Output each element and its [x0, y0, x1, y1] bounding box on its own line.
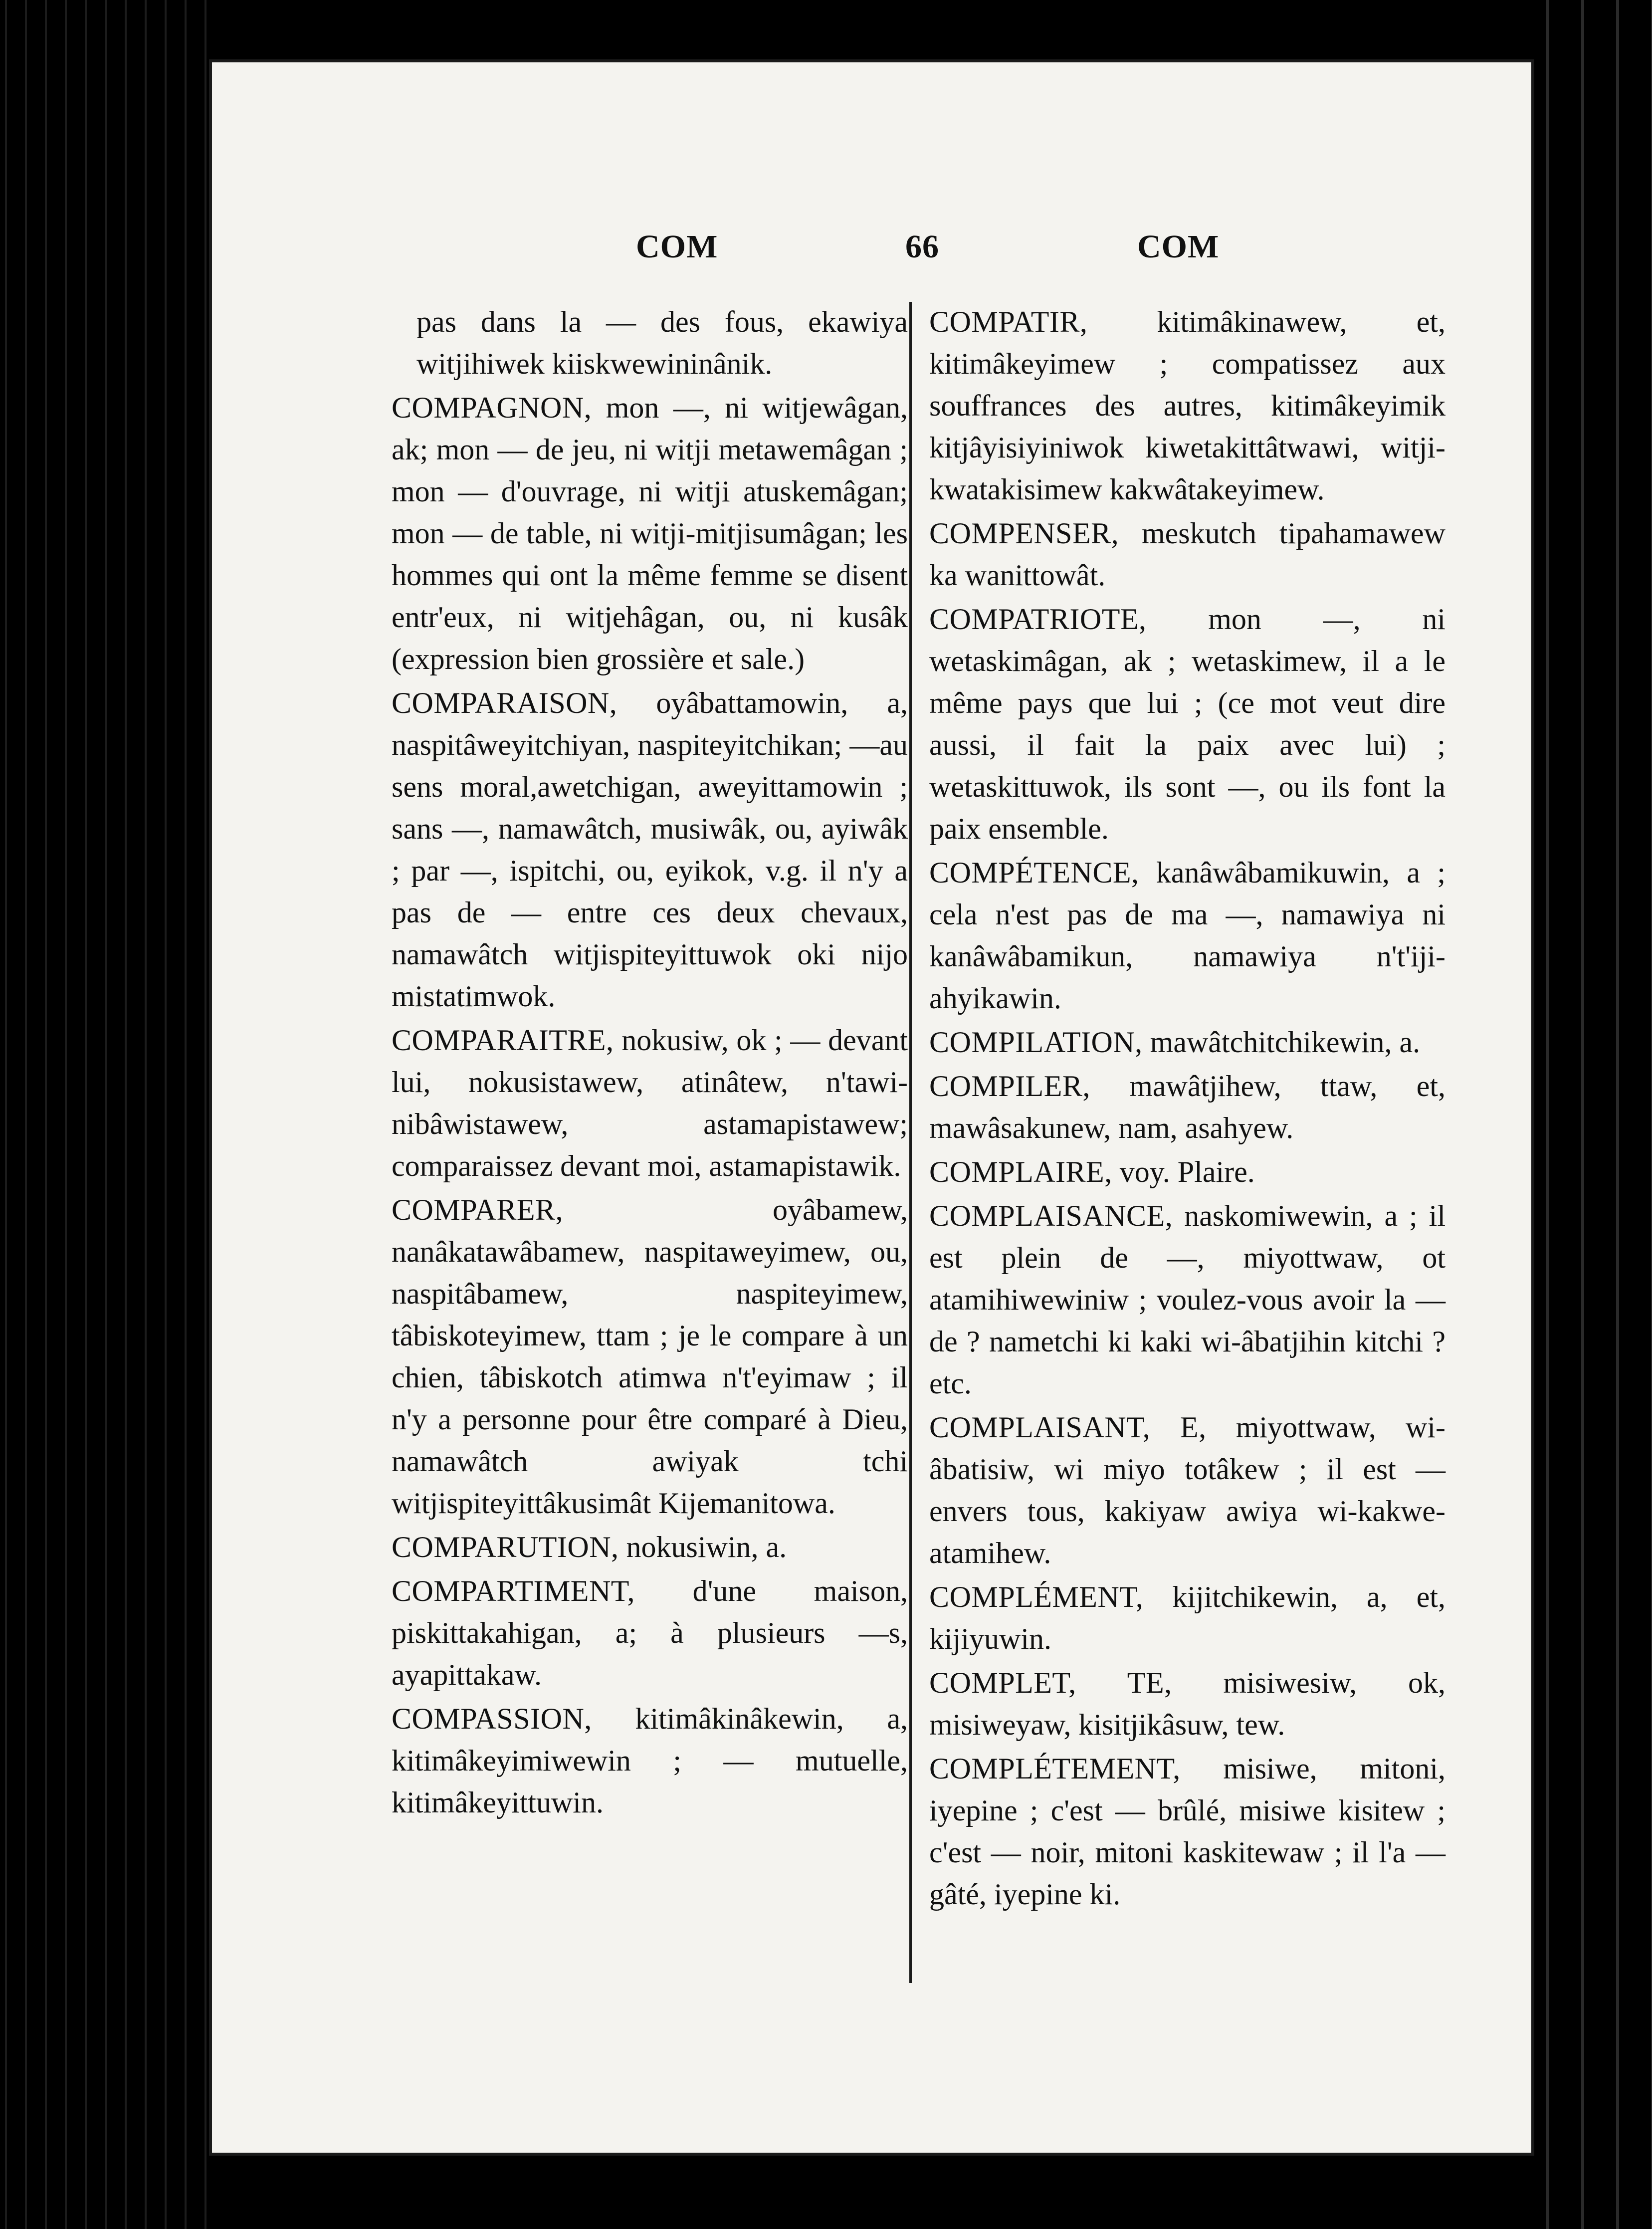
dictionary-entry: [392, 1570, 908, 1696]
entry-headword: COMPILER,: [929, 1070, 1090, 1103]
entry-definition: d'une maison, piskittakahigan, a; à plusieurs —s, ayapittakaw.: [392, 1574, 908, 1691]
running-header: [212, 228, 1531, 288]
column-divider: [909, 302, 912, 1983]
header-right-guide-word: COM: [1137, 228, 1220, 265]
entry-headword: COMPATIR,: [929, 305, 1088, 338]
entry-headword: COMPAGNON,: [392, 391, 592, 424]
dictionary-entry: [929, 1406, 1446, 1574]
entry-headword: COMPATRIOTE,: [929, 603, 1147, 636]
entry-headword: COMPLÉMENT,: [929, 1580, 1144, 1613]
entry-headword: COMPARUTION,: [392, 1531, 619, 1563]
entry-definition: naskomiwewin, a ; il est plein de —, miyottwaw, ot atamihiwewiniw ; voulez-vous avoir la — de ? nametchi ki kaki wi-âbatjihin kitchi ? etc.: [929, 1199, 1446, 1400]
entry-definition: miyottwaw, wi-âbatisiw, wi miyo totâkew ; il est — envers tous, kakiyaw awiya wi-kakwe-atamihew.: [929, 1411, 1446, 1569]
entry-definition: misiwe, mitoni, iyepine ; c'est — brûlé, misiwe kisitew ; c'est — noir, mitoni kaskitewaw ; il l'a — gâté, iyepine ki.: [929, 1752, 1446, 1911]
entry-definition: kijitchikewin, a, et, kijiyuwin.: [929, 1580, 1446, 1655]
scan-border-right: [1531, 0, 1652, 2229]
dictionary-entry: [929, 512, 1446, 596]
entry-definition: mon —, ni wetaskimâgan, ak ; wetaskimew, il a le même pays que lui ; (ce mot veut dire aussi, il fait la paix avec lui) ; wetaskittuwok, ils sont —, ou ils font la paix ensemble.: [929, 603, 1446, 845]
entry-definition: mawâtjihew, ttaw, et, mawâsakunew, nam, asahyew.: [929, 1070, 1446, 1144]
dictionary-entry: [392, 1526, 908, 1568]
entry-definition: misiwesiw, ok, misiweyaw, kisitjikâsuw, tew.: [929, 1666, 1446, 1741]
entry-definition: oyâbattamowin, a, naspitâweyitchiyan, naspiteyitchikan; —au sens moral,awetchigan, aweyittamowin ; sans —, namawâtch, musiwâk, ou, ayiwâk ; par —, ispitchi, ou, eyikok, v.g. il n'y a pas de — entre ces deux chevaux, namawâtch witjispiteyittuwok oki nijo mistatimwok.: [392, 686, 908, 1013]
entry-definition: nokusiw, ok ; — devant lui, nokusistawew, atinâtew, n'tawi-nibâwistawew, astamapistawew; comparaissez devant moi, astamapistawik.: [392, 1024, 908, 1182]
dictionary-entry: [929, 1576, 1446, 1660]
dictionary-entry: [929, 1065, 1446, 1149]
dictionary-entry: [392, 682, 908, 1017]
dictionary-entry: [929, 1021, 1446, 1063]
header-left-guide-word: COM: [636, 228, 718, 265]
entry-headword: COMPÉTENCE,: [929, 856, 1139, 889]
entry-definition: mon —, ni witjewâgan, ak; mon — de jeu, ni witji metawemâgan ; mon — d'ouvrage, ni witji atuskemâgan; mon — de table, ni witji-mitjisumâgan; les hommes qui ont la même femme se disent entr'eux, ni witjehâgan, ou, ni kusâk (expression bien grossière et sale.): [392, 391, 908, 675]
entry-definition: nokusiwin, a.: [626, 1531, 787, 1563]
entry-definition: meskutch tipahamawew ka wanittowât.: [929, 517, 1446, 592]
entry-definition: oyâbamew, nanâkatawâbamew, naspitaweyimew, ou, naspitâbamew, naspiteyimew, tâbiskoteyimew, ttam ; je le compare à un chien, tâbiskotch atimwa n't'eyimaw ; il n'y a personne pour être comparé à Dieu, namawâtch awiyak tchi witjispiteyittâkusimât Kijemanitowa.: [392, 1193, 908, 1520]
dictionary-entry: pas dans la — des fous, ekawiya witjihiwek kiiskwewininânik.: [416, 305, 908, 380]
dictionary-entry: [392, 387, 908, 680]
page-number: 66: [905, 228, 939, 265]
right-column: [929, 301, 1446, 1917]
entry-definition: kitimâkinâkewin, a, kitimâkeyimiwewin ; — mutuelle, kitimâkeyittuwin.: [392, 1702, 908, 1819]
dictionary-entry: [392, 1189, 908, 1524]
dictionary-entry: [929, 1151, 1446, 1193]
entry-headword: COMPLAISANCE,: [929, 1199, 1173, 1232]
left-column: [392, 301, 908, 1825]
entry-definition: mawâtchitchikewin, a.: [1150, 1026, 1421, 1059]
dictionary-entry: [392, 1698, 908, 1823]
entry-definition: kitimâkinawew, et, kitimâkeyimew ; compatissez aux souffrances des autres, kitimâkeyimik kitjâyisiyiniwok kiwetakittâtwawi, witji-kwatakisimew kakwâtakeyimew.: [929, 305, 1446, 506]
entry-headword: COMPLAIRE,: [929, 1155, 1112, 1188]
dictionary-entry: [929, 301, 1446, 510]
entry-headword: COMPARER,: [392, 1193, 564, 1226]
dictionary-page: [212, 62, 1531, 2153]
dictionary-entry: [929, 1662, 1446, 1746]
dictionary-entry: [929, 852, 1446, 1019]
entry-headword: COMPARAITRE,: [392, 1024, 614, 1057]
entry-headword: COMPENSER,: [929, 517, 1119, 550]
entry-headword: COMPILATION,: [929, 1026, 1143, 1059]
entry-headword: COMPLAISANT, E,: [929, 1411, 1207, 1444]
entry-headword: COMPLET, TE,: [929, 1666, 1172, 1699]
entry-definition: voy. Plaire.: [1119, 1155, 1255, 1188]
entry-headword: COMPLÉTEMENT,: [929, 1752, 1181, 1785]
entry-definition: kanâwâbamikuwin, a ; cela n'est pas de ma —, namawiya ni kanâwâbamikun, namawiya n't'iji-ahyikawin.: [929, 856, 1446, 1015]
dictionary-entry: [929, 598, 1446, 850]
scan-border-left: [0, 0, 212, 2229]
dictionary-entry: [929, 1748, 1446, 1915]
entry-headword: COMPARTIMENT,: [392, 1574, 635, 1607]
dictionary-entry: [929, 1195, 1446, 1404]
entry-headword: COMPARAISON,: [392, 686, 618, 719]
dictionary-entry: [392, 1019, 908, 1187]
entry-headword: COMPASSION,: [392, 1702, 592, 1735]
